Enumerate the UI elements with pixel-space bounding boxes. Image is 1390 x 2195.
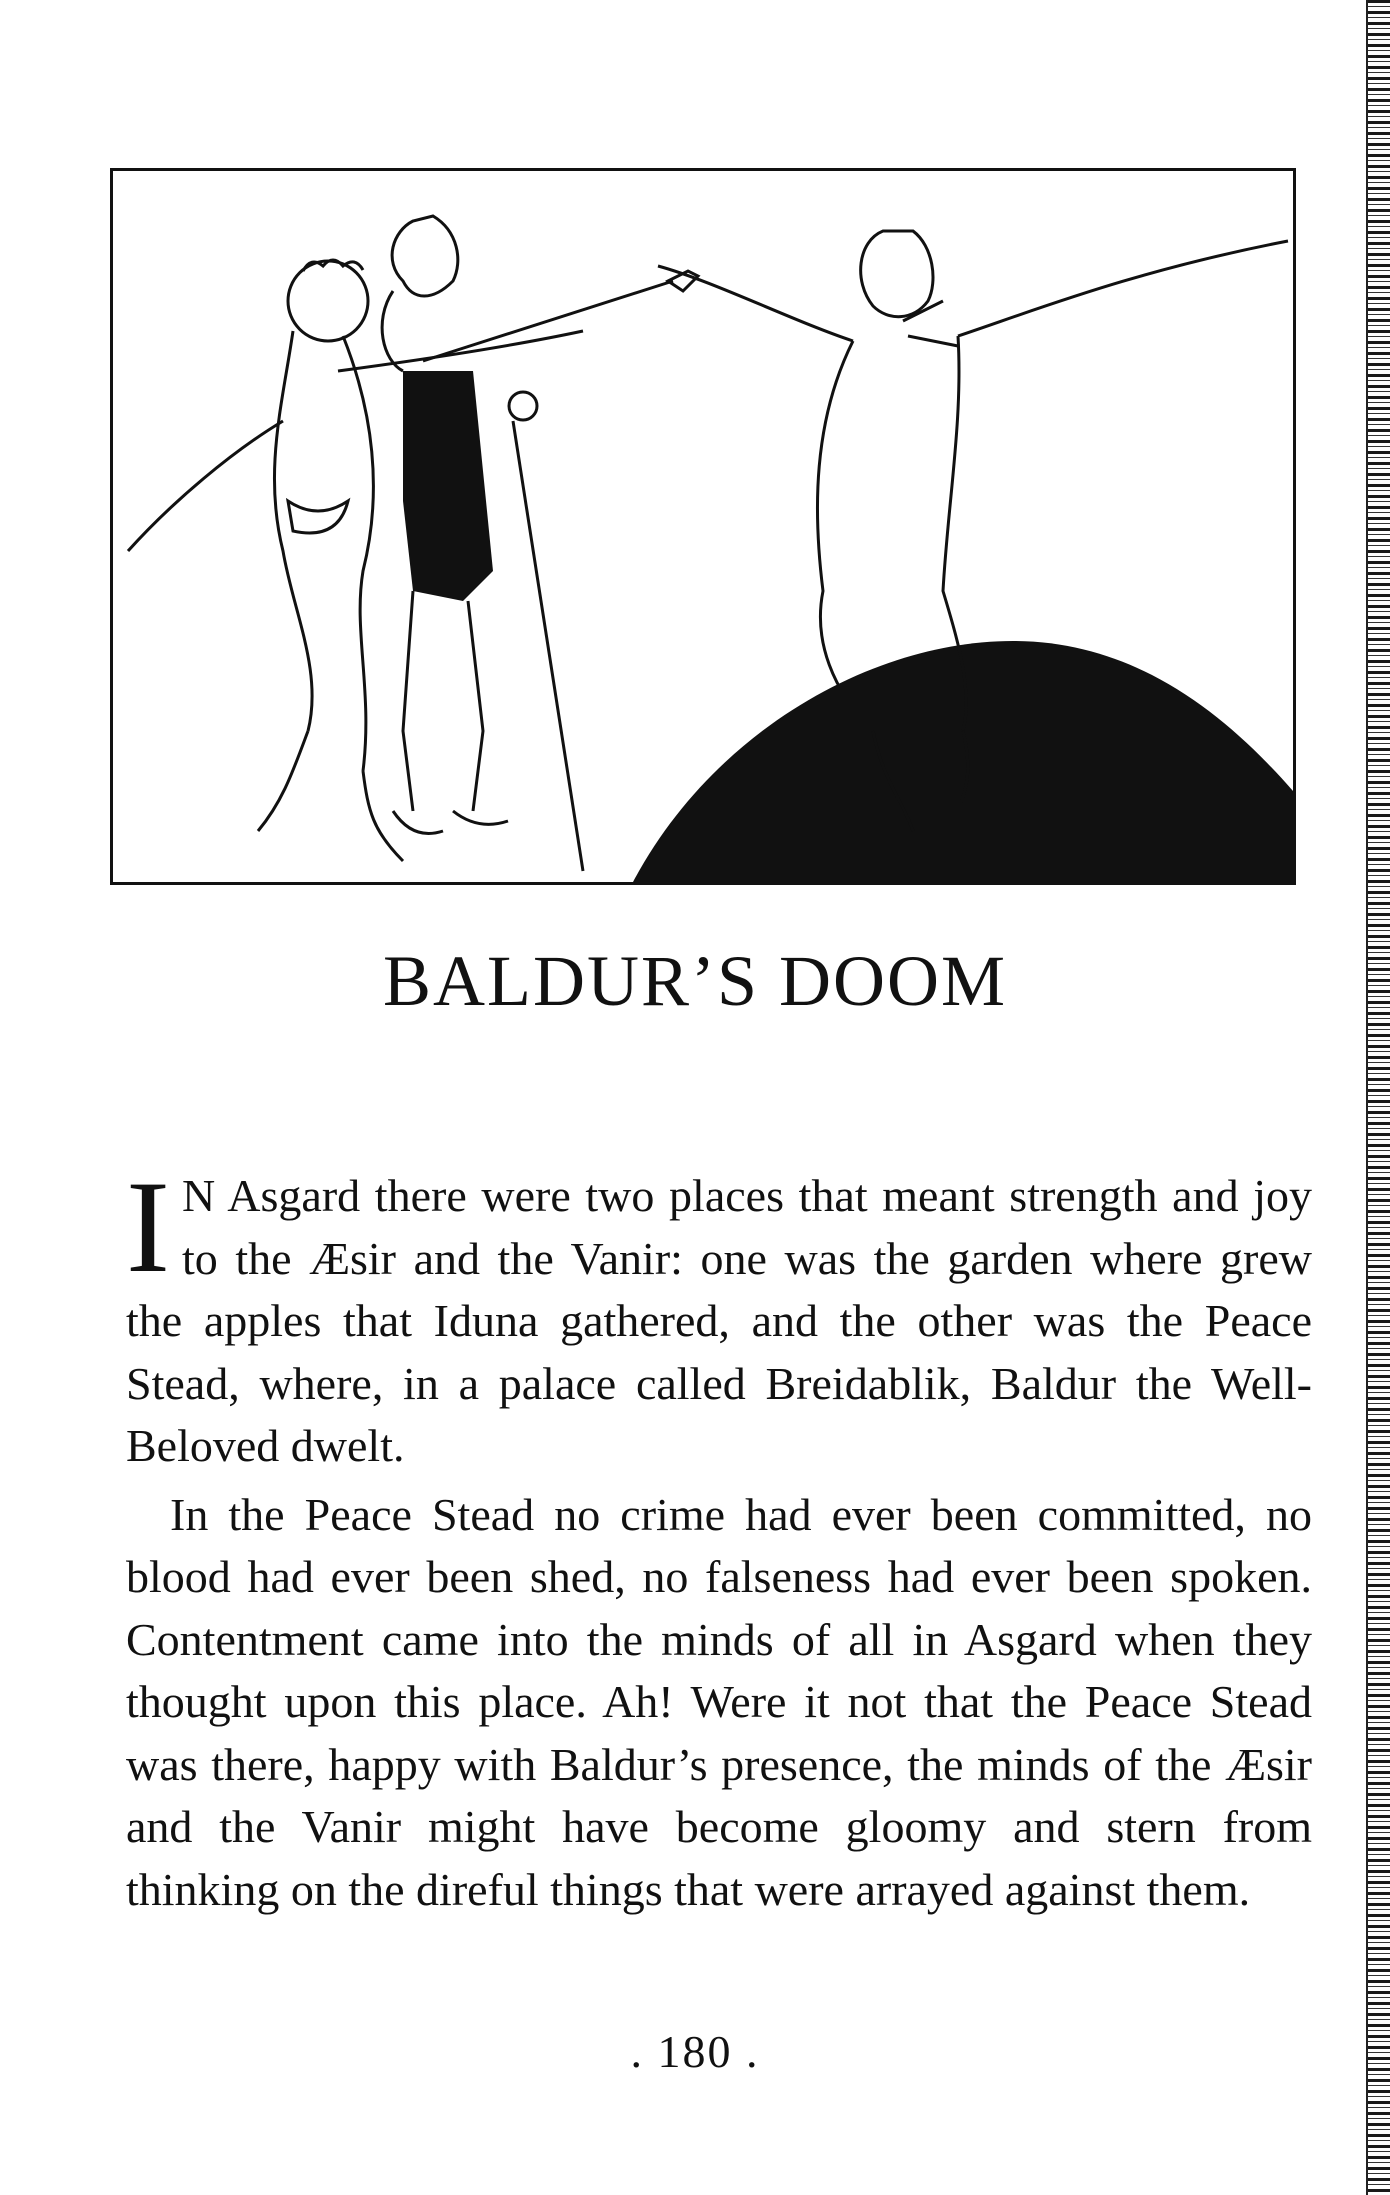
chapter-illustration: [110, 168, 1296, 885]
paragraph-1: [126, 1153, 1312, 1478]
page-edge: [1366, 0, 1390, 2195]
paragraph-2: In the Peace Stead no crime had ever been committed, no blood had ever been shed, no falseness had ever been spoken. Contentment came into the minds of all in Asgard when they thought upon this place. Ah! Were it not that the Peace Stead was there, happy with Baldur’s presence, the minds of the Æsir and the Vanir might have become gloomy and stern from thinking on the direful things that were arrayed against them.: [126, 1488, 1312, 1915]
page-number: . 180 .: [630, 2026, 760, 2077]
paragraph-1-text: N Asgard there were two places that meant strength and joy to the Æsir and the Vanir: one was the garden where grew the apples that Iduna gathered, and the other was the Peace Stead, where, in a palace called Breidablik, Baldur the Well-Beloved dwelt.: [126, 1170, 1312, 1471]
chapter-title: BALDUR’S DOOM: [382, 941, 1008, 1021]
baldur-illustration-icon: [113, 171, 1293, 882]
drop-cap: I: [126, 1153, 170, 1300]
body-text: [126, 1153, 1312, 1921]
